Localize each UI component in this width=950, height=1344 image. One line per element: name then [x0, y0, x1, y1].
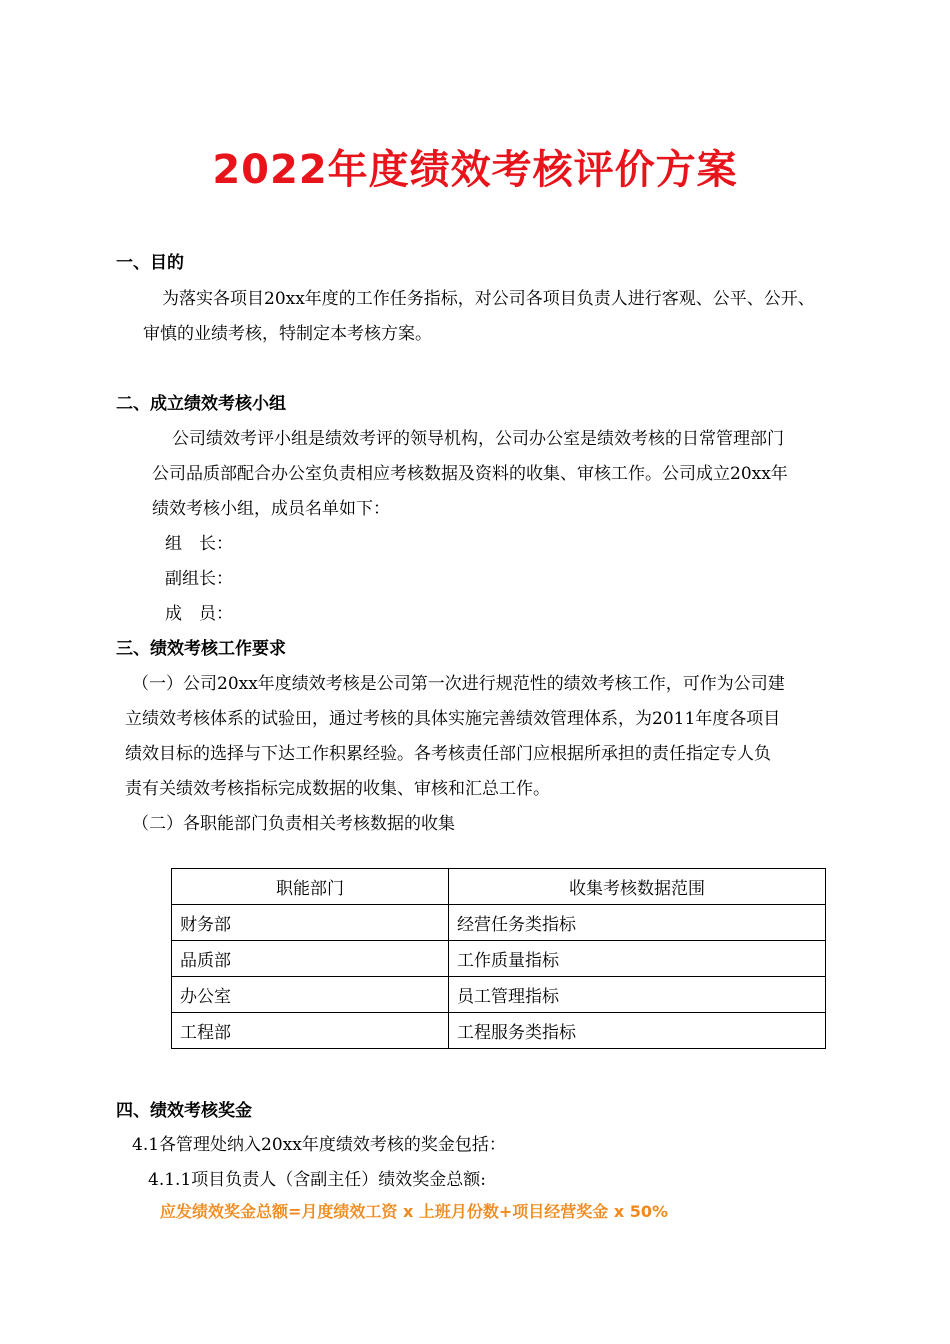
- table-row: [172, 977, 826, 1013]
- section-3-heading: 三、绩效考核工作要求: [116, 639, 286, 659]
- section-2-line-3: 绩效考核小组，成员名单如下：: [152, 499, 390, 519]
- section-3-p1-line-3: 绩效目标的选择与下达工作积累经验。各考核责任部门应根据所承担的责任指定专人负: [125, 744, 771, 764]
- table-cell-scope: 员工管理指标: [449, 977, 826, 1013]
- table-cell-department: 品质部: [172, 941, 449, 977]
- section-4-line-2: 4.1.1项目负责人（含副主任）绩效奖金总额:: [148, 1170, 486, 1190]
- table-cell-scope: 经营任务类指标: [449, 905, 826, 941]
- table-header-department: 职能部门: [172, 869, 449, 905]
- section-1-line-1: 为落实各项目20xx年度的工作任务指标，对公司各项目负责人进行客观、公平、公开、: [162, 289, 815, 309]
- table-header-row: [172, 869, 826, 905]
- group-leader-label: 组 长：: [165, 534, 233, 554]
- bonus-formula: 应发绩效奖金总额=月度绩效工资 x 上班月份数+项目经营奖金 x 50%: [160, 1202, 669, 1221]
- deputy-leader-label: 副组长：: [165, 569, 233, 589]
- department-data-table: [171, 868, 826, 1049]
- table-cell-department: 办公室: [172, 977, 449, 1013]
- section-4-heading: 四、绩效考核奖金: [116, 1101, 252, 1121]
- table-cell-scope: 工作质量指标: [449, 941, 826, 977]
- table-row: [172, 1013, 826, 1049]
- section-1-line-2: 审慎的业绩考核，特制定本考核方案。: [143, 324, 432, 344]
- document-title: 2022年度绩效考核评价方案: [212, 147, 738, 193]
- table-cell-scope: 工程服务类指标: [449, 1013, 826, 1049]
- section-2-line-1: 公司绩效考评小组是绩效考评的领导机构，公司办公室是绩效考核的日常管理部门: [172, 429, 784, 449]
- section-2-line-2: 公司品质部配合办公室负责相应考核数据及资料的收集、审核工作。公司成立20xx年: [152, 464, 788, 484]
- section-4-line-1: 4.1各管理处纳入20xx年度绩效考核的奖金包括：: [132, 1135, 506, 1155]
- member-label: 成 员：: [165, 604, 233, 624]
- table-row: [172, 941, 826, 977]
- table-cell-department: 工程部: [172, 1013, 449, 1049]
- section-3-p1-line-4: 责有关绩效考核指标完成数据的收集、审核和汇总工作。: [125, 779, 550, 799]
- section-1-heading: 一、目的: [116, 253, 184, 273]
- section-2-heading: 二、成立绩效考核小组: [116, 394, 286, 414]
- table-header-scope: 收集考核数据范围: [449, 869, 826, 905]
- table-row: [172, 905, 826, 941]
- section-3-p1-line-1: （一）公司20xx年度绩效考核是公司第一次进行规范性的绩效考核工作，可作为公司建: [132, 674, 785, 694]
- table-cell-department: 财务部: [172, 905, 449, 941]
- section-3-p1-line-2: 立绩效考核体系的试验田，通过考核的具体实施完善绩效管理体系，为2011年度各项目: [125, 709, 781, 729]
- section-3-p2: （二）各职能部门负责相关考核数据的收集: [132, 814, 455, 834]
